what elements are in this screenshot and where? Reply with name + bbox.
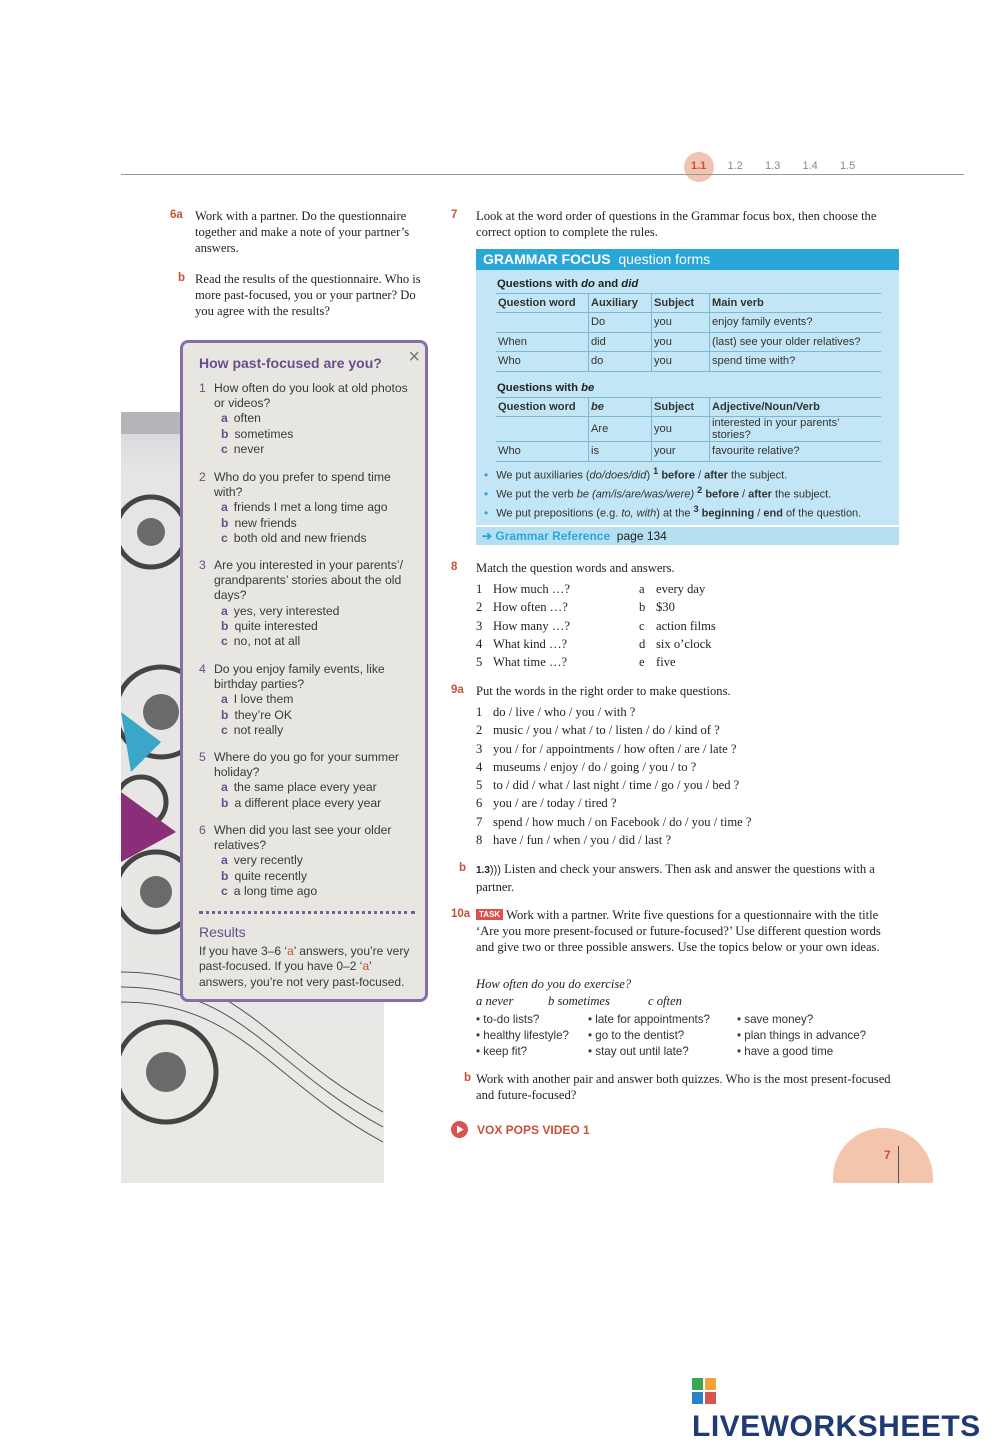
option-4c[interactable]: c not really bbox=[221, 722, 284, 737]
question-text: Who do you prefer to spend time with? bbox=[214, 470, 391, 500]
exercise-6b bbox=[170, 271, 435, 319]
question-3 bbox=[199, 558, 417, 649]
list-item: 4 What kind …? bbox=[476, 636, 568, 651]
table-row: Who do you spend time with? bbox=[496, 352, 881, 372]
option-4b[interactable]: b they’re OK bbox=[221, 707, 293, 722]
rule1-option-before[interactable]: before bbox=[661, 469, 695, 482]
list-item: 4 museums / enjoy / do / going / you / to ? bbox=[476, 759, 697, 774]
exercise-9a bbox=[451, 683, 901, 699]
list-item: d six o’clock bbox=[639, 636, 712, 651]
option-6c[interactable]: c a long time ago bbox=[221, 883, 318, 898]
tab-1-3[interactable]: 1.3 bbox=[765, 160, 781, 172]
exercise-instruction: Look at the word order of questions in the Grammar focus box, then choose the correct option to complete the rules. bbox=[476, 209, 877, 239]
video-label[interactable]: VOX POPS VIDEO 1 bbox=[477, 1123, 590, 1137]
question-text: How often do you look at old photos or videos? bbox=[214, 381, 408, 411]
rule3-option-beginning[interactable]: beginning bbox=[701, 507, 755, 520]
option-1b[interactable]: b sometimes bbox=[221, 426, 294, 441]
unit-tabs bbox=[684, 158, 872, 174]
list-item: 8 have / fun / when / you / did / last ? bbox=[476, 833, 672, 848]
option-2a[interactable]: a friends I met a long time ago bbox=[221, 500, 388, 515]
exercise-instruction: Work with another pair and answer both quizzes. Who is the most present-focused and future-focused? bbox=[476, 1072, 891, 1102]
list-item: 2 How often …? bbox=[476, 600, 568, 615]
exercise-instruction: Work with a partner. Write five questions for a questionnaire with the title ‘Are you more present-focused or future-focused?’ Use different question words and give two or three possible answers. Use the topics below or your own ideas. bbox=[476, 908, 881, 954]
grammar-rule-3: • We put prepositions (e.g. to, with) at the $^3$ beginning / end of the question. bbox=[484, 504, 861, 520]
question-number: 6 bbox=[199, 823, 206, 837]
liveworksheets-logo bbox=[692, 1376, 1000, 1444]
question-number: 2 bbox=[199, 470, 206, 484]
grammar-reference-link[interactable]: ➔ Grammar Reference page 134 bbox=[476, 525, 899, 545]
rule3-option-end[interactable]: end bbox=[763, 507, 783, 520]
list-item: b $30 bbox=[639, 600, 675, 615]
grammar-rule-1: • We put auxiliaries (do/does/did) $^1$ before / after the subject. bbox=[484, 466, 787, 482]
rule2-option-before[interactable]: before bbox=[705, 488, 739, 501]
list-item: 3 you / for / appointments / how often / are / late ? bbox=[476, 741, 737, 756]
question-2 bbox=[199, 470, 417, 546]
option-3b[interactable]: b quite interested bbox=[221, 618, 318, 633]
question-4 bbox=[199, 662, 417, 738]
exercise-number: 10a bbox=[451, 908, 471, 920]
exercise-10a bbox=[451, 907, 901, 955]
option-6a[interactable]: a very recently bbox=[221, 853, 303, 868]
table-row: Are you interested in your parents’ stories? bbox=[496, 417, 881, 442]
exercise-instruction: Read the results of the questionnaire. Who is more past-focused, you or your partner? Do you agree with the results? bbox=[195, 272, 421, 318]
exercise-number: b bbox=[178, 272, 186, 284]
page-number: 7 bbox=[884, 1148, 891, 1162]
option-5a[interactable]: a the same place every year bbox=[221, 780, 377, 795]
exercise-instruction: Put the words in the right order to make questions. bbox=[476, 684, 731, 698]
list-item: c action films bbox=[639, 618, 716, 633]
rule2-option-after[interactable]: after bbox=[748, 488, 772, 501]
option-6b[interactable]: b quite recently bbox=[221, 868, 307, 883]
results-title: Results bbox=[199, 924, 246, 940]
header-rule bbox=[121, 174, 964, 175]
grammar-rule-2: • We put the verb be (am/is/are/was/were) $^2$ before / after the subject. bbox=[484, 485, 831, 501]
question-5 bbox=[199, 750, 417, 811]
list-item: 2 music / you / what / to / listen / do / kind of ? bbox=[476, 723, 720, 738]
question-text: Do you enjoy family events, like birthday parties? bbox=[214, 662, 385, 692]
list-item: 5 to / did / what / last night / time / go / you / bed ? bbox=[476, 778, 740, 793]
option-4a[interactable]: a I love them bbox=[221, 692, 294, 707]
match-right-list bbox=[639, 580, 839, 671]
exercise-number: 7 bbox=[451, 209, 458, 221]
tab-1-1[interactable]: 1.1 bbox=[684, 158, 722, 174]
audio-track[interactable]: 1.3 bbox=[476, 865, 490, 876]
table-row: Do you enjoy family events? bbox=[496, 313, 881, 333]
word-order-list bbox=[476, 703, 896, 849]
table-row: Who is your favourite relative? bbox=[496, 442, 881, 462]
table-row: When did you (last) see your older relatives? bbox=[496, 332, 881, 352]
task-badge: TASK bbox=[476, 909, 503, 920]
table-do-did: Question word Auxiliary Subject Main verb Do you enjoy family events? When did you (last) see your older relatives? Who do you spend time with? bbox=[496, 293, 881, 372]
grammar-focus-box bbox=[476, 249, 899, 545]
list-item: 1 How much …? bbox=[476, 582, 570, 596]
results-text: If you have 3–6 ‘a’ answers, you’re very past-focused. If you have 0–2 ‘a’ answers, you’re not very past-focused. bbox=[199, 944, 410, 989]
exercise-10b bbox=[451, 1071, 901, 1103]
list-item: 1 do / live / who / you / with ? bbox=[476, 705, 636, 719]
question-number: 1 bbox=[199, 381, 206, 395]
exercise-instruction: Work with a partner. Do the questionnaire together and make a note of your partner’s answers. bbox=[195, 209, 410, 255]
question-number: 3 bbox=[199, 558, 206, 572]
list-item: a every day bbox=[639, 582, 706, 596]
list-item: 7 spend / how much / on Facebook / do / you / time ? bbox=[476, 814, 752, 829]
exercise-7 bbox=[451, 208, 901, 240]
topic-list: • to-do lists?• late for appointments?• save money? • healthy lifestyle?• go to the dentist?• plan things in advance? • keep fit?• stay out until late?• have a good time bbox=[476, 1011, 906, 1060]
option-1c[interactable]: c never bbox=[221, 441, 265, 456]
questionnaire-card bbox=[180, 340, 428, 1002]
question-number: 4 bbox=[199, 662, 206, 676]
close-icon[interactable]: × bbox=[408, 346, 420, 368]
question-text: Are you interested in your parents’/ grandparents’ stories about the old days? bbox=[214, 558, 404, 603]
list-item: 3 How many …? bbox=[476, 618, 570, 633]
exercise-9b bbox=[451, 861, 901, 895]
question-1 bbox=[199, 381, 417, 457]
section-be-title: Questions with be bbox=[497, 382, 595, 394]
exercise-8 bbox=[451, 560, 901, 576]
exercise-number: b bbox=[459, 862, 467, 874]
rule1-option-after[interactable]: after bbox=[704, 469, 728, 482]
play-icon[interactable] bbox=[451, 1121, 468, 1138]
table-be: Question word be Subject Adjective/Noun/Verb Are you interested in your parents’ stories? Who is your favourite relative? bbox=[496, 397, 881, 462]
section-do-did-title: Questions with do and did bbox=[497, 278, 639, 290]
list-item: e five bbox=[639, 655, 676, 670]
option-2b[interactable]: b new friends bbox=[221, 515, 297, 530]
tab-1-5[interactable]: 1.5 bbox=[840, 160, 856, 172]
page-number-badge bbox=[833, 1128, 935, 1183]
brand-name: LIVEWORKSHEETS bbox=[692, 1410, 981, 1443]
exercise-number: 9a bbox=[451, 684, 464, 696]
question-text: Where do you go for your summer holiday? bbox=[214, 750, 399, 780]
vox-pops-video-link[interactable] bbox=[451, 1121, 590, 1139]
results-divider bbox=[199, 911, 415, 914]
list-item: 5 What time …? bbox=[476, 655, 568, 670]
grammar-focus-header: GRAMMAR FOCUS question forms bbox=[476, 249, 899, 270]
tab-1-2[interactable]: 1.2 bbox=[727, 160, 743, 172]
example-question: How often do you do exercise? bbox=[476, 977, 632, 991]
question-number: 5 bbox=[199, 750, 206, 764]
exercise-instruction: Match the question words and answers. bbox=[476, 561, 675, 575]
logo-icon bbox=[692, 1378, 718, 1406]
option-1a[interactable]: a often bbox=[221, 411, 261, 426]
option-3a[interactable]: a yes, very interested bbox=[221, 603, 340, 618]
example-options: a never b sometimes c often bbox=[476, 994, 682, 1008]
exercise-number: 8 bbox=[451, 561, 458, 573]
audio-icon[interactable]: ))) bbox=[489, 864, 501, 876]
exercise-instruction: Listen and check your answers. Then ask and answer the questions with a partner. bbox=[476, 862, 875, 894]
option-2c[interactable]: c both old and new friends bbox=[221, 530, 367, 545]
exercise-number: b bbox=[464, 1072, 472, 1084]
exercise-6a bbox=[170, 208, 435, 256]
option-3c[interactable]: c no, not at all bbox=[221, 634, 301, 649]
exercise-number: 6a bbox=[170, 209, 183, 221]
questionnaire-title: How past-focused are you? bbox=[199, 355, 382, 371]
tab-1-4[interactable]: 1.4 bbox=[802, 160, 818, 172]
list-item: 6 you / are / today / tired ? bbox=[476, 796, 617, 811]
option-5b[interactable]: b a different place every year bbox=[221, 795, 382, 810]
question-6 bbox=[199, 823, 417, 899]
question-text: When did you last see your older relatives? bbox=[214, 823, 392, 853]
